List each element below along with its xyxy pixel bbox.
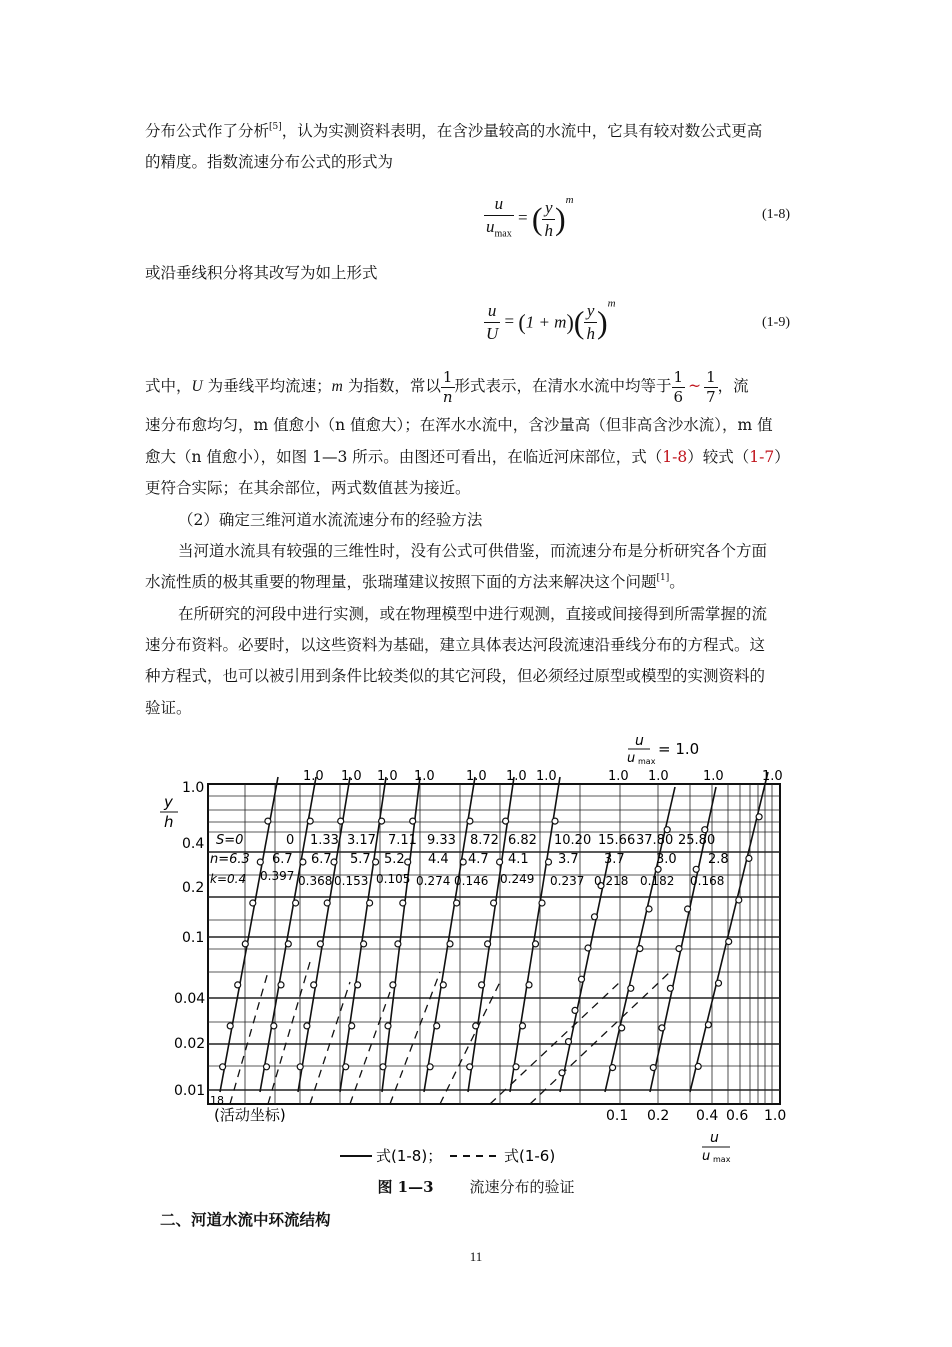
- measured-point: [257, 859, 263, 865]
- measured-point: [659, 1025, 665, 1031]
- measured-point: [756, 814, 762, 820]
- measured-point: [479, 982, 485, 988]
- measured-point: [400, 900, 406, 906]
- subheading: （2）确定三维河道水流流速分布的经验方法: [178, 511, 483, 529]
- measured-point: [746, 855, 752, 861]
- measured-point: [592, 914, 598, 920]
- y-tick-label: 0.02: [174, 1036, 206, 1052]
- svg-text:0.274: 0.274: [416, 874, 451, 888]
- profile-line-formula-1-6: [490, 982, 620, 1104]
- svg-text:3.17: 3.17: [347, 833, 376, 848]
- top-tick-label: 1.0: [608, 769, 629, 784]
- svg-text:S=0: S=0: [216, 833, 244, 848]
- measured-point: [716, 980, 722, 986]
- measured-point: [546, 859, 552, 865]
- measured-point: [235, 982, 241, 988]
- measured-point: [685, 906, 691, 912]
- measured-point: [520, 1023, 526, 1029]
- svg-text:y: y: [164, 793, 173, 811]
- k-values-row: [210, 869, 724, 888]
- svg-text:1.33: 1.33: [310, 833, 339, 848]
- measured-point: [331, 859, 337, 865]
- measured-point: [705, 1022, 711, 1028]
- top-tick-label: 1.0: [703, 769, 724, 784]
- measured-point: [405, 859, 411, 865]
- svg-text:2.8: 2.8: [708, 852, 729, 867]
- svg-text:4.7: 4.7: [468, 852, 489, 867]
- paragraph-line: 当河道水流具有较强的三维性时，没有公式可供借鉴，而流速分布是分析研究各个方面: [178, 542, 768, 560]
- measured-point: [664, 827, 670, 833]
- page-number: 11: [469, 1249, 483, 1264]
- measured-point: [380, 1064, 386, 1070]
- svg-text:4.4: 4.4: [428, 852, 449, 867]
- y-tick-label: 0.4: [182, 836, 205, 852]
- y-tick-label: 0.01: [174, 1083, 206, 1099]
- top-tick-label: 1.0: [536, 769, 557, 784]
- svg-text:9.33: 9.33: [427, 833, 456, 848]
- y-tick-label: 0.2: [182, 880, 205, 896]
- n-values-row: [210, 852, 729, 867]
- measured-point: [338, 818, 344, 824]
- svg-text:u: u: [702, 1149, 711, 1164]
- velocity-distribution-figure: [150, 732, 800, 1172]
- measured-point: [410, 818, 416, 824]
- equation-number: (1-9): [762, 315, 790, 330]
- measured-point: [293, 900, 299, 906]
- measured-point: [473, 1023, 479, 1029]
- svg-text:= 1.0: = 1.0: [658, 740, 700, 758]
- measured-point: [307, 818, 313, 824]
- measured-point: [526, 982, 532, 988]
- svg-text:6.82: 6.82: [508, 833, 537, 848]
- measured-point: [646, 906, 652, 912]
- measured-point: [676, 946, 682, 952]
- paragraph-line: 在所研究的河段中进行实测，或在物理模型中进行观测，直接或间接得到所需掌握的流: [178, 605, 768, 623]
- svg-text:0.249: 0.249: [500, 872, 535, 886]
- measured-point: [497, 859, 503, 865]
- svg-text:k=0.4: k=0.4: [210, 872, 247, 886]
- svg-text:3.0: 3.0: [656, 852, 677, 867]
- svg-text:u: u: [710, 1130, 719, 1146]
- svg-text:0.397: 0.397: [260, 869, 295, 883]
- paragraph-line: 的精度。指数流速分布公式的形式为: [145, 153, 394, 171]
- svg-text:5.2: 5.2: [384, 852, 405, 867]
- corner-label: 18: [210, 1094, 224, 1107]
- bottom-tick-label: 0.6: [726, 1108, 749, 1124]
- bottom-tick-label: 0.2: [647, 1108, 670, 1124]
- svg-text:u: u: [635, 733, 644, 749]
- y-tick-label: 1.0: [182, 780, 205, 796]
- measured-point: [434, 1023, 440, 1029]
- svg-text:4.1: 4.1: [508, 852, 529, 867]
- measured-point: [447, 941, 453, 947]
- profile-line-formula-1-6: [440, 982, 500, 1104]
- measured-point: [395, 941, 401, 947]
- measured-point: [539, 900, 545, 906]
- svg-text:37.80: 37.80: [636, 833, 674, 848]
- svg-text:6.7: 6.7: [311, 852, 332, 867]
- measured-point: [503, 818, 509, 824]
- y-tick-label: 0.1: [182, 930, 205, 946]
- top-tick-label: 1.0: [414, 769, 435, 784]
- svg-text:h: h: [164, 813, 174, 831]
- measured-point: [300, 859, 306, 865]
- measured-point: [278, 982, 284, 988]
- measured-point: [361, 941, 367, 947]
- measured-point: [491, 900, 497, 906]
- svg-text:式(1-6): 式(1-6): [504, 1147, 556, 1165]
- svg-text:3.7: 3.7: [558, 852, 579, 867]
- measured-point: [628, 985, 634, 991]
- measured-point: [343, 1064, 349, 1070]
- figure-legend: [340, 1147, 555, 1165]
- top-axis-label: [627, 733, 699, 766]
- measured-point: [227, 1023, 233, 1029]
- paragraph-line: 式中，U 为垂线平均流速；m 为指数，常以 $\frac{1}{n}$ 形式表示，在清水水流中均等于 $\frac{1}{6}$ ~ $\frac{1}{7}$ ，流: [145, 367, 749, 406]
- citation-ref[interactable]: [5]: [269, 122, 282, 132]
- svg-text:3.7: 3.7: [604, 852, 625, 867]
- paragraph-line: 种方程式，也可以被引用到条件比较类似的其它河段，但必须经过原型或模型的实测资料的: [145, 667, 766, 685]
- measured-point: [285, 941, 291, 947]
- profile-line-formula-1-6: [350, 992, 390, 1104]
- top-tick-label: 1.0: [341, 769, 362, 784]
- measured-point: [566, 1039, 572, 1045]
- svg-text:0.153: 0.153: [334, 874, 369, 888]
- measured-point: [650, 1065, 656, 1071]
- measured-point: [250, 900, 256, 906]
- measured-point: [610, 1065, 616, 1071]
- svg-text:0.237: 0.237: [550, 874, 585, 888]
- svg-text:0.218: 0.218: [594, 874, 629, 888]
- y-tick-label: 0.04: [174, 991, 206, 1007]
- svg-text:n=6.3: n=6.3: [210, 852, 250, 867]
- measured-point: [242, 941, 248, 947]
- svg-text:式(1-8)；: 式(1-8)；: [376, 1147, 443, 1165]
- measured-point: [655, 866, 661, 872]
- measured-point: [349, 1023, 355, 1029]
- measured-point: [440, 982, 446, 988]
- svg-text:0: 0: [286, 833, 295, 848]
- measured-point: [264, 1064, 270, 1070]
- svg-text:25.80: 25.80: [678, 833, 716, 848]
- profile-line-formula-1-6: [268, 962, 310, 1104]
- paragraph-line: 或沿垂线积分将其改写为如上形式: [145, 264, 378, 282]
- svg-text:10.20: 10.20: [554, 833, 592, 848]
- paragraph-line: 水流性质的极其重要的物理量，张瑞瑾建议按照下面的方法来解决这个问题[1]。: [145, 573, 685, 591]
- profile-line-formula-1-6: [230, 972, 268, 1104]
- svg-text:0.368: 0.368: [298, 874, 333, 888]
- moving-coordinate-note: (活动坐标): [214, 1106, 286, 1124]
- measured-point: [271, 1023, 277, 1029]
- svg-text:0.105: 0.105: [376, 872, 411, 886]
- equation-ref[interactable]: 1-8: [662, 448, 688, 466]
- measured-point: [297, 1064, 303, 1070]
- measured-point: [390, 982, 396, 988]
- measured-point: [585, 945, 591, 951]
- measured-point: [485, 941, 491, 947]
- measured-point: [619, 1025, 625, 1031]
- top-tick-label: 1.0: [303, 769, 324, 784]
- equation-ref[interactable]: 1-7: [749, 448, 775, 466]
- measured-point: [513, 1064, 519, 1070]
- svg-text:0.182: 0.182: [640, 874, 675, 888]
- svg-text:max: max: [638, 757, 656, 766]
- paragraph-line: 验证。: [145, 699, 192, 717]
- paragraph-line: 更符合实际；在其余部位，两式数值甚为接近。: [145, 479, 471, 497]
- svg-text:6.7: 6.7: [272, 852, 293, 867]
- measured-point: [427, 1064, 433, 1070]
- top-tick-label: 1.0: [466, 769, 487, 784]
- measured-point: [667, 985, 673, 991]
- equation-number: (1-8): [762, 207, 790, 222]
- measured-point: [304, 1023, 310, 1029]
- measured-point: [693, 866, 699, 872]
- measured-point: [552, 818, 558, 824]
- measured-point: [355, 982, 361, 988]
- measured-point: [385, 1023, 391, 1029]
- profile-line-formula-1-6: [310, 982, 350, 1104]
- measured-point: [379, 818, 385, 824]
- svg-text:7.11: 7.11: [388, 833, 417, 848]
- svg-text:u: u: [627, 751, 636, 766]
- y-axis-label: [160, 793, 178, 831]
- equation-1-9: $\frac{u}{U}$ = (1 + m)( $\frac{y}{h}$ )$^m$: [486, 297, 616, 343]
- measured-point: [367, 900, 373, 906]
- measured-point: [317, 941, 323, 947]
- citation-ref[interactable]: [1]: [656, 573, 670, 583]
- measured-point: [265, 818, 271, 824]
- x-axis-label: [702, 1130, 731, 1164]
- measured-point: [726, 939, 732, 945]
- svg-text:5.7: 5.7: [350, 852, 371, 867]
- top-tick-label: 1.0: [506, 769, 527, 784]
- svg-text:max: max: [713, 1155, 731, 1164]
- paragraph-line: 愈大（n 值愈小），如图 1—3 所示。由图还可看出，在临近河床部位，式（1-8）较式（1-7）: [145, 448, 790, 466]
- measured-point: [572, 1007, 578, 1013]
- measured-point: [311, 982, 317, 988]
- measured-point: [559, 1070, 565, 1076]
- figure-grid: [208, 784, 780, 1104]
- top-tick-label: 1.0: [762, 769, 783, 784]
- measured-point: [373, 859, 379, 865]
- svg-text:8.72: 8.72: [470, 833, 499, 848]
- equation-1-8: $\frac{u}{u_{max}}$ = ( $\frac{y}{h}$ )$^m$: [486, 194, 574, 240]
- top-tick-label: 1.0: [648, 769, 669, 784]
- bottom-tick-label: 0.4: [696, 1108, 719, 1124]
- measured-point: [637, 946, 643, 952]
- measured-point: [695, 1063, 701, 1069]
- measured-point: [454, 900, 460, 906]
- figure-caption: 图 1—3 流速分布的验证: [377, 1178, 575, 1196]
- measured-point: [579, 976, 585, 982]
- measured-point: [460, 859, 466, 865]
- bottom-tick-label: 1.0: [764, 1108, 787, 1124]
- paragraph-line: 速分布资料。必要时，以这些资料为基础，建立具体表达河段流速沿垂线分布的方程式。这: [145, 636, 766, 654]
- top-tick-label: 1.0: [377, 769, 398, 784]
- measured-point: [533, 941, 539, 947]
- section-heading: 二、河道水流中环流结构: [160, 1210, 331, 1229]
- measured-point: [324, 900, 330, 906]
- measured-point: [736, 897, 742, 903]
- bottom-tick-label: 0.1: [606, 1108, 629, 1124]
- measured-point: [467, 1064, 473, 1070]
- measured-point: [220, 1064, 226, 1070]
- paragraph-line: 分布公式作了分析[5]，认为实测资料表明，在含沙量较高的水流中，它具有较对数公式更高: [145, 122, 763, 140]
- measured-point: [467, 818, 473, 824]
- profile-line-formula-1-6: [530, 972, 670, 1104]
- measured-point: [702, 827, 708, 833]
- svg-text:0.146: 0.146: [454, 874, 489, 888]
- svg-text:15.66: 15.66: [598, 833, 636, 848]
- svg-text:0.168: 0.168: [690, 874, 725, 888]
- paragraph-line: 速分布愈均匀，m 值愈小（n 值愈大）；在浑水水流中，含沙量高（但非高含沙水流），m 值: [145, 416, 773, 434]
